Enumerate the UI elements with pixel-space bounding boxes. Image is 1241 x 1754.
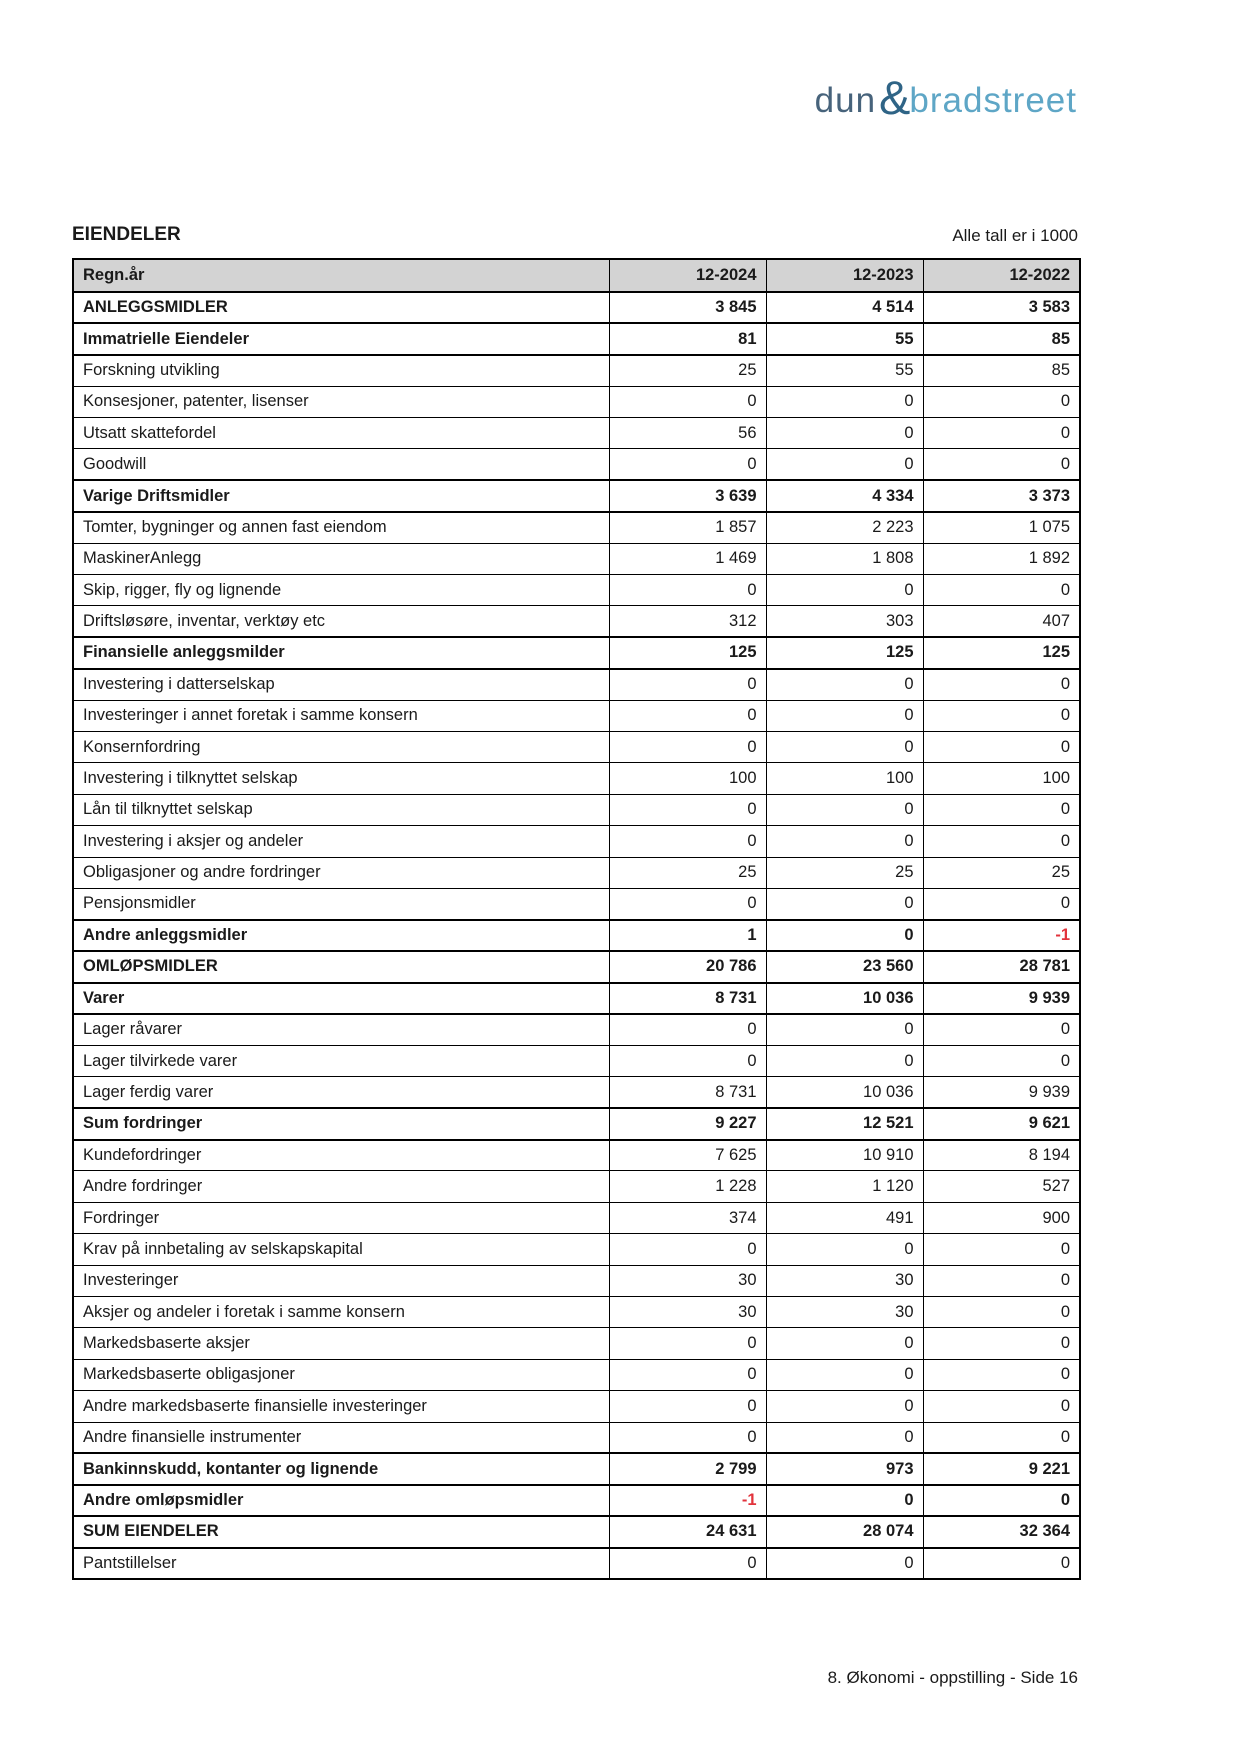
table-row: [73, 418, 1080, 449]
cell-value: 0: [609, 731, 766, 762]
cell-value: 4 514: [766, 292, 923, 323]
cell-value: 0: [609, 700, 766, 731]
table-row: [73, 292, 1080, 323]
row-label: Obligasjoner og andre fordringer: [73, 857, 609, 888]
cell-value: 0: [766, 575, 923, 606]
cell-value: 9 221: [923, 1453, 1080, 1484]
cell-value: 312: [609, 606, 766, 637]
table-row: [73, 1108, 1080, 1139]
table-row: [73, 1140, 1080, 1171]
cell-value: 0: [766, 386, 923, 417]
cell-value: 85: [923, 323, 1080, 354]
row-label: SUM EIENDELER: [73, 1516, 609, 1547]
table-row: [73, 857, 1080, 888]
row-label: Pensjonsmidler: [73, 888, 609, 919]
cell-value: 0: [923, 731, 1080, 762]
cell-value: 1 892: [923, 543, 1080, 574]
cell-value: 81: [609, 323, 766, 354]
row-label: Lager råvarer: [73, 1014, 609, 1045]
cell-value: 30: [609, 1297, 766, 1328]
row-label: Kundefordringer: [73, 1140, 609, 1171]
table-row: [73, 637, 1080, 668]
table-row: [73, 386, 1080, 417]
table-row: [73, 763, 1080, 794]
row-label: ANLEGGSMIDLER: [73, 292, 609, 323]
cell-value: 0: [923, 1014, 1080, 1045]
cell-value: 4 334: [766, 480, 923, 511]
cell-value: 3 583: [923, 292, 1080, 323]
cell-value: 85: [923, 355, 1080, 386]
table-row: [73, 355, 1080, 386]
table-row: [73, 951, 1080, 982]
cell-value: 0: [766, 418, 923, 449]
cell-value: 0: [766, 449, 923, 480]
row-label: Lån til tilknyttet selskap: [73, 794, 609, 825]
cell-value: -1: [923, 920, 1080, 951]
cell-value: 0: [609, 1045, 766, 1076]
row-label: Sum fordringer: [73, 1108, 609, 1139]
cell-value: 7 625: [609, 1140, 766, 1171]
table-row: [73, 606, 1080, 637]
row-label: Aksjer og andeler i foretak i samme konsern: [73, 1297, 609, 1328]
cell-value: 0: [609, 1391, 766, 1422]
cell-value: 0: [923, 575, 1080, 606]
cell-value: 0: [609, 1014, 766, 1045]
cell-value: 0: [766, 794, 923, 825]
table-row: [73, 1077, 1080, 1108]
cell-value: 1 469: [609, 543, 766, 574]
table-row: [73, 1391, 1080, 1422]
table-row: [73, 1202, 1080, 1233]
column-header-12-2024: 12-2024: [609, 259, 766, 292]
cell-value: 0: [766, 1328, 923, 1359]
cell-value: 0: [609, 1422, 766, 1453]
cell-value: 28 074: [766, 1516, 923, 1547]
cell-value: 100: [923, 763, 1080, 794]
table-title-row: [72, 224, 1078, 246]
cell-value: 0: [766, 669, 923, 700]
cell-value: 10 036: [766, 1077, 923, 1108]
cell-value: 20 786: [609, 951, 766, 982]
page-footer: 8. Økonomi - oppstilling - Side 16: [827, 1668, 1078, 1687]
table-row: [73, 700, 1080, 731]
table-row: [73, 1548, 1080, 1579]
cell-value: 0: [766, 826, 923, 857]
cell-value: 0: [609, 1328, 766, 1359]
cell-value: 1 120: [766, 1171, 923, 1202]
row-label: Utsatt skattefordel: [73, 418, 609, 449]
column-header-12-2022: 12-2022: [923, 259, 1080, 292]
cell-value: 23 560: [766, 951, 923, 982]
cell-value: 12 521: [766, 1108, 923, 1139]
cell-value: 8 194: [923, 1140, 1080, 1171]
cell-value: 55: [766, 323, 923, 354]
cell-value: 25: [923, 857, 1080, 888]
row-label: Finansielle anleggsmilder: [73, 637, 609, 668]
cell-value: 2 799: [609, 1453, 766, 1484]
cell-value: 0: [766, 920, 923, 951]
cell-value: 125: [766, 637, 923, 668]
cell-value: 0: [766, 1045, 923, 1076]
cell-value: 0: [923, 1391, 1080, 1422]
cell-value: 0: [609, 826, 766, 857]
row-label: Pantstillelser: [73, 1548, 609, 1579]
cell-value: 0: [923, 1548, 1080, 1579]
cell-value: 10 910: [766, 1140, 923, 1171]
cell-value: 100: [609, 763, 766, 794]
cell-value: 8 731: [609, 983, 766, 1014]
cell-value: 3 373: [923, 480, 1080, 511]
table-row: [73, 1171, 1080, 1202]
table-row: [73, 1516, 1080, 1547]
table-row: [73, 920, 1080, 951]
row-label: Skip, rigger, fly og lignende: [73, 575, 609, 606]
table-row: [73, 323, 1080, 354]
row-label: Andre finansielle instrumenter: [73, 1422, 609, 1453]
cell-value: -1: [609, 1485, 766, 1516]
column-header-12-2023: 12-2023: [766, 259, 923, 292]
row-label: Markedsbaserte aksjer: [73, 1328, 609, 1359]
cell-value: 0: [923, 1297, 1080, 1328]
cell-value: 0: [609, 794, 766, 825]
row-label: OMLØPSMIDLER: [73, 951, 609, 982]
cell-value: 24 631: [609, 1516, 766, 1547]
cell-value: 0: [609, 386, 766, 417]
row-label: Tomter, bygninger og annen fast eiendom: [73, 512, 609, 543]
cell-value: 0: [923, 826, 1080, 857]
cell-value: 0: [766, 888, 923, 919]
row-label: Andre fordringer: [73, 1171, 609, 1202]
cell-value: 30: [766, 1297, 923, 1328]
cell-value: 0: [923, 888, 1080, 919]
cell-value: 125: [609, 637, 766, 668]
table-row: [73, 449, 1080, 480]
cell-value: 9 939: [923, 1077, 1080, 1108]
logo-ampersand-icon: &: [879, 71, 911, 124]
table-row: [73, 1328, 1080, 1359]
cell-value: 0: [609, 1234, 766, 1265]
table-row: [73, 512, 1080, 543]
row-label: Bankinnskudd, kontanter og lignende: [73, 1453, 609, 1484]
row-label: Fordringer: [73, 1202, 609, 1233]
cell-value: 0: [923, 1234, 1080, 1265]
row-label: Andre markedsbaserte finansielle investeringer: [73, 1391, 609, 1422]
row-label: Markedsbaserte obligasjoner: [73, 1359, 609, 1390]
cell-value: 0: [923, 1422, 1080, 1453]
table-row: [73, 1045, 1080, 1076]
row-label: Immatrielle Eiendeler: [73, 323, 609, 354]
cell-value: 0: [609, 575, 766, 606]
cell-value: 100: [766, 763, 923, 794]
table-row: [73, 888, 1080, 919]
row-label: Andre anleggsmidler: [73, 920, 609, 951]
page-title: EIENDELER: [72, 224, 181, 245]
cell-value: 0: [609, 888, 766, 919]
cell-value: 0: [923, 386, 1080, 417]
table-row: [73, 1453, 1080, 1484]
table-row: [73, 543, 1080, 574]
cell-value: 0: [609, 1548, 766, 1579]
cell-value: 1 808: [766, 543, 923, 574]
cell-value: 56: [609, 418, 766, 449]
logo-text-bradstreet: bradstreet: [909, 81, 1077, 120]
cell-value: 0: [766, 1548, 923, 1579]
cell-value: 0: [923, 1265, 1080, 1296]
cell-value: 3 845: [609, 292, 766, 323]
cell-value: 407: [923, 606, 1080, 637]
cell-value: 0: [923, 1485, 1080, 1516]
table-row: [73, 826, 1080, 857]
cell-value: 0: [766, 1234, 923, 1265]
row-label: Investering i tilknyttet selskap: [73, 763, 609, 794]
cell-value: 0: [923, 1328, 1080, 1359]
cell-value: 28 781: [923, 951, 1080, 982]
cell-value: 1 228: [609, 1171, 766, 1202]
cell-value: 0: [766, 1359, 923, 1390]
column-header-regnar: Regn.år: [73, 259, 609, 292]
cell-value: 973: [766, 1453, 923, 1484]
table-row: [73, 669, 1080, 700]
row-label: Forskning utvikling: [73, 355, 609, 386]
row-label: Varige Driftsmidler: [73, 480, 609, 511]
cell-value: 0: [609, 1359, 766, 1390]
cell-value: 0: [766, 1485, 923, 1516]
table-row: [73, 731, 1080, 762]
table-row: [73, 480, 1080, 511]
row-label: Konsesjoner, patenter, lisenser: [73, 386, 609, 417]
cell-value: 900: [923, 1202, 1080, 1233]
cell-value: 0: [923, 1045, 1080, 1076]
table-row: [73, 1297, 1080, 1328]
logo-text-dun: dun: [814, 81, 877, 120]
cell-value: 527: [923, 1171, 1080, 1202]
table-row: [73, 1234, 1080, 1265]
table-row: [73, 1422, 1080, 1453]
cell-value: 10 036: [766, 983, 923, 1014]
cell-value: 0: [923, 700, 1080, 731]
cell-value: 9 227: [609, 1108, 766, 1139]
cell-value: 0: [923, 1359, 1080, 1390]
units-note: Alle tall er i 1000: [952, 226, 1078, 245]
cell-value: 25: [609, 857, 766, 888]
cell-value: 0: [766, 1391, 923, 1422]
table-row: [73, 983, 1080, 1014]
dun-bradstreet-logo: [815, 68, 1077, 123]
row-label: Lager tilvirkede varer: [73, 1045, 609, 1076]
cell-value: 25: [609, 355, 766, 386]
cell-value: 32 364: [923, 1516, 1080, 1547]
cell-value: 8 731: [609, 1077, 766, 1108]
row-label: Driftsløsøre, inventar, verktøy etc: [73, 606, 609, 637]
table-row: [73, 1265, 1080, 1296]
cell-value: 3 639: [609, 480, 766, 511]
row-label: MaskinerAnlegg: [73, 543, 609, 574]
balance-table: [72, 258, 1081, 1580]
row-label: Konsernfordring: [73, 731, 609, 762]
cell-value: 0: [766, 700, 923, 731]
balance-table-body: [73, 292, 1080, 1579]
cell-value: 30: [609, 1265, 766, 1296]
row-label: Goodwill: [73, 449, 609, 480]
cell-value: 1: [609, 920, 766, 951]
cell-value: 0: [923, 794, 1080, 825]
cell-value: 0: [923, 418, 1080, 449]
row-label: Krav på innbetaling av selskapskapital: [73, 1234, 609, 1265]
cell-value: 30: [766, 1265, 923, 1296]
cell-value: 491: [766, 1202, 923, 1233]
table-row: [73, 575, 1080, 606]
row-label: Andre omløpsmidler: [73, 1485, 609, 1516]
row-label: Investering i aksjer og andeler: [73, 826, 609, 857]
cell-value: 9 939: [923, 983, 1080, 1014]
cell-value: 0: [923, 449, 1080, 480]
row-label: Lager ferdig varer: [73, 1077, 609, 1108]
row-label: Investeringer i annet foretak i samme konsern: [73, 700, 609, 731]
cell-value: 9 621: [923, 1108, 1080, 1139]
cell-value: 0: [766, 731, 923, 762]
cell-value: 0: [923, 669, 1080, 700]
table-header-row: [73, 259, 1080, 292]
row-label: Varer: [73, 983, 609, 1014]
row-label: Investeringer: [73, 1265, 609, 1296]
cell-value: 1 075: [923, 512, 1080, 543]
cell-value: 0: [609, 449, 766, 480]
cell-value: 2 223: [766, 512, 923, 543]
cell-value: 0: [609, 669, 766, 700]
table-row: [73, 1014, 1080, 1045]
cell-value: 55: [766, 355, 923, 386]
table-row: [73, 794, 1080, 825]
cell-value: 303: [766, 606, 923, 637]
cell-value: 374: [609, 1202, 766, 1233]
table-row: [73, 1359, 1080, 1390]
cell-value: 0: [766, 1422, 923, 1453]
table-row: [73, 1485, 1080, 1516]
cell-value: 1 857: [609, 512, 766, 543]
cell-value: 0: [766, 1014, 923, 1045]
row-label: Investering i datterselskap: [73, 669, 609, 700]
cell-value: 25: [766, 857, 923, 888]
cell-value: 125: [923, 637, 1080, 668]
